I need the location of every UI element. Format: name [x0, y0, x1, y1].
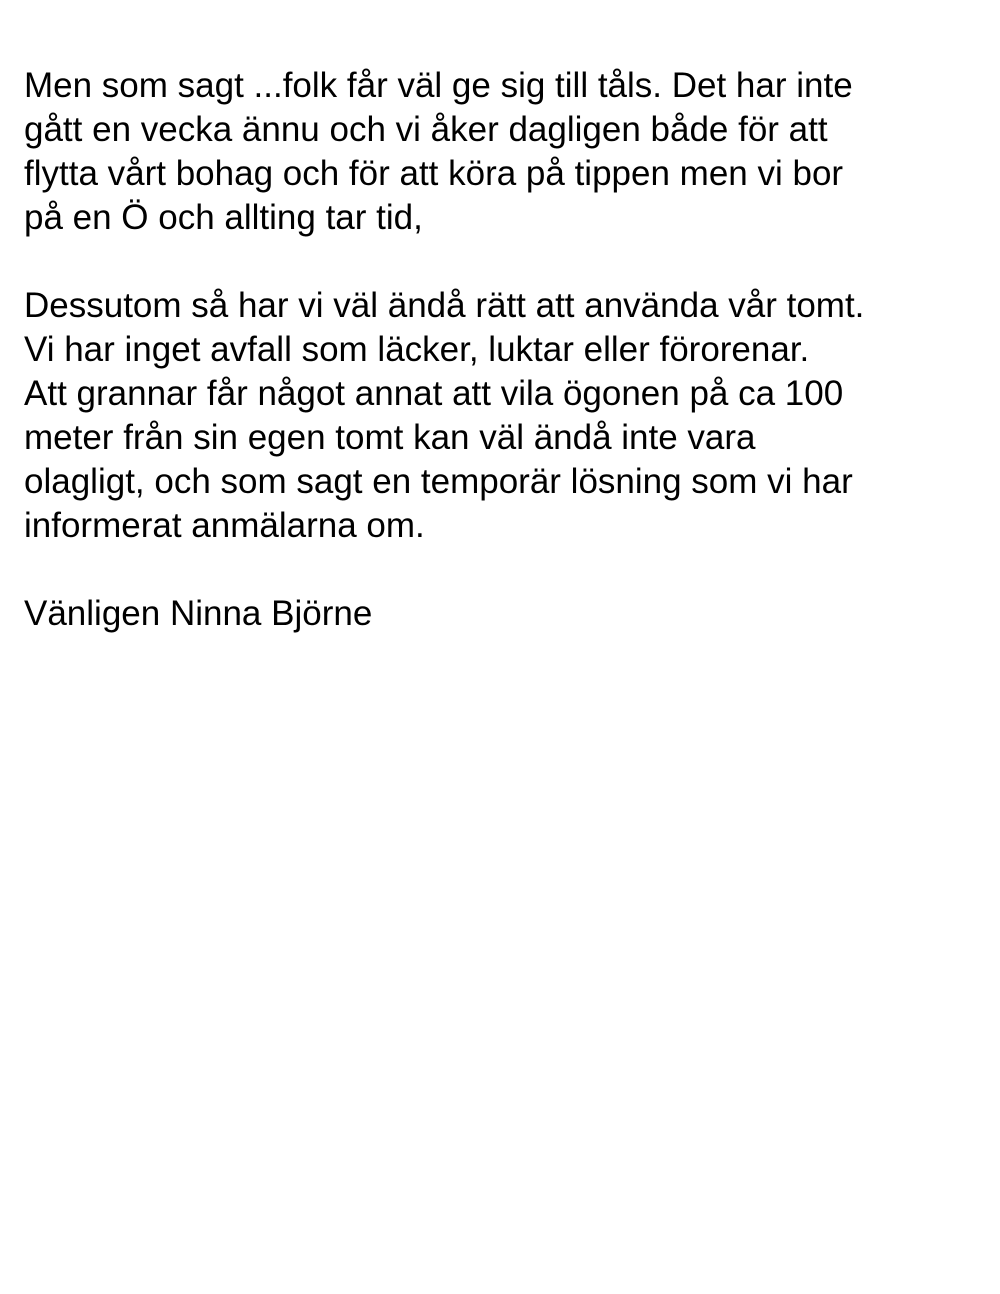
paragraph-2-line: Vi har inget avfall som läcker, luktar eller förorenar.: [24, 330, 810, 369]
paragraph-2-line: informerat anmälarna om.: [24, 506, 425, 545]
signature-text: Vänligen Ninna Björne: [24, 594, 373, 633]
signature: [24, 592, 994, 636]
paragraph-2-line: olagligt, och som sagt en temporär lösning som vi har: [24, 462, 853, 501]
paragraph-1-line: gått en vecka ännu och vi åker dagligen både för att: [24, 110, 828, 149]
paragraph-2: [24, 284, 994, 548]
paragraph-2-line: meter från sin egen tomt kan väl ändå inte vara: [24, 418, 756, 457]
paragraph-2-line: Att grannar får något annat att vila ögonen på ca 100: [24, 374, 844, 413]
paragraph-2-line: Dessutom så har vi väl ändå rätt att använda vår tomt.: [24, 286, 865, 325]
paragraph-1: [24, 64, 994, 240]
paragraph-1-line: på en Ö och allting tar tid,: [24, 198, 423, 237]
document-page: [24, 64, 994, 636]
paragraph-1-line: flytta vårt bohag och för att köra på tippen men vi bor: [24, 154, 844, 193]
paragraph-1-line: Men som sagt ...folk får väl ge sig till tåls. Det har inte: [24, 66, 853, 105]
